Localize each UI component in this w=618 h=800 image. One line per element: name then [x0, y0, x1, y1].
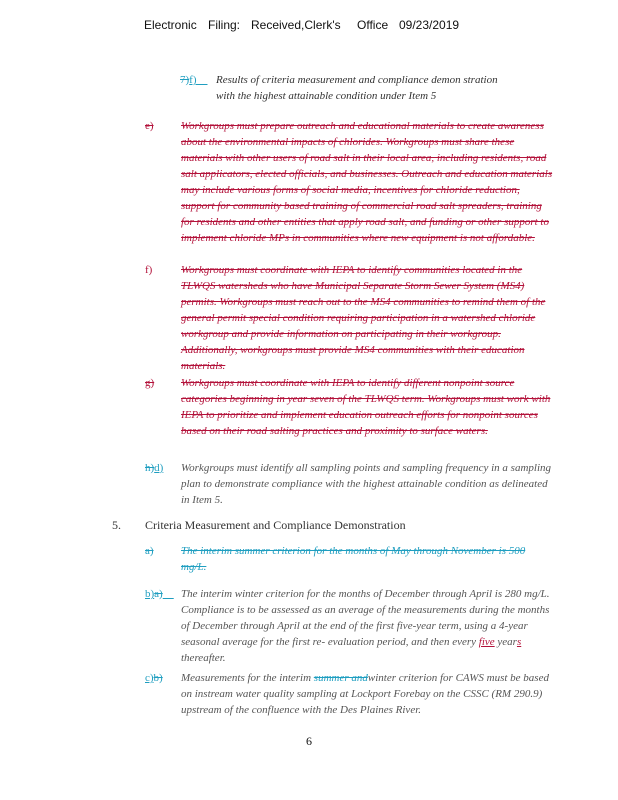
- section-5-title: Criteria Measurement and Compliance Demonstration: [145, 518, 406, 532]
- item-d-label: h)d): [145, 462, 164, 474]
- page-number: 6: [306, 734, 312, 748]
- item-f-text: Workgroups must coordinate with IEPA to identify communities located in the TLWQS watersheds who have Municipal Separate Storm Sewer System (MS4) permits. Workgroups must reach out to the MS4 communities to remind them of the general permit special condition requiring participation in a watershed chloride workgroup and provide information on participating in their workgroup. Additionally, workgroups must provide MS4 communities with their education materials.: [181, 264, 546, 372]
- item-e-label: e): [145, 120, 154, 132]
- section-5-number: 5.: [112, 518, 121, 532]
- inserted-five: five: [478, 636, 495, 648]
- header-office: Office: [357, 18, 389, 32]
- item-d-text: Workgroups must identify all sampling points and sampling frequency in a sampling plan to demonstrate compliance with the highest attainable condition as delineated in Item 5.: [181, 462, 552, 506]
- header-date: 09/23/2019: [399, 18, 460, 32]
- header-filing: Filing:: [208, 18, 241, 32]
- item-f-results-text: Results of criteria measurement and compliance demon stration with the highest attainable condition under Item 5: [216, 74, 498, 102]
- deleted-summer-and: summer and: [313, 672, 368, 684]
- item-e-text: Workgroups must prepare outreach and educational materials to create awareness about the environmental impacts of chlorides. Workgroups must share these materials with other users of road salt in their local area, including residents, road salt applicators, elected officials, and businesses. Outreach and education materials may include various forms of social media, incentives for chloride reduction, support for community based training of commercial road salt spreaders, training for residents and other entities that apply road salt, and funding or other support to implement chloride MPs in communities where new equipment is not affordable.: [181, 120, 553, 244]
- item-g-text: Workgroups must coordinate with IEPA to identify different nonpoint source categories beginning in year seven of the TLWQS term. Workgroups must work with IEPA to prioritize and implement education outreach efforts for nonpoint sources based on their road salting practices and proximity to surface waters.: [181, 377, 551, 437]
- header-received: Received,Clerk's: [251, 18, 341, 32]
- section-5-c-label: c)b): [145, 672, 163, 684]
- section-5-a-label: a): [145, 545, 154, 557]
- header-electronic: Electronic: [144, 18, 197, 32]
- item-f-label: f): [145, 264, 153, 276]
- section-5-a-text: The interim summer criterion for the months of May through November is 500 mg/L.: [181, 545, 526, 573]
- item-f-results-label: 7)f): [180, 74, 197, 86]
- section-5-b-text: The interim winter criterion for the months of December through April is 280 mg/L. Compliance is to be assessed as an average of the measurements during the months of December through April at the end of the first five-year term, using a 4-year seasonal average for the first re- evaluation period, and then every five years thereafter.: [181, 588, 550, 664]
- item-g-label: g): [145, 377, 155, 389]
- section-5-c-text: Measurements for the interim summer andwinter criterion for CAWS must be based on instream water quality sampling at Lockport Forebay on the CSSC (RM 290.9) upstream of the confluence with the Des Plaines River.: [181, 672, 549, 716]
- section-5-b-label: b)a): [145, 588, 163, 600]
